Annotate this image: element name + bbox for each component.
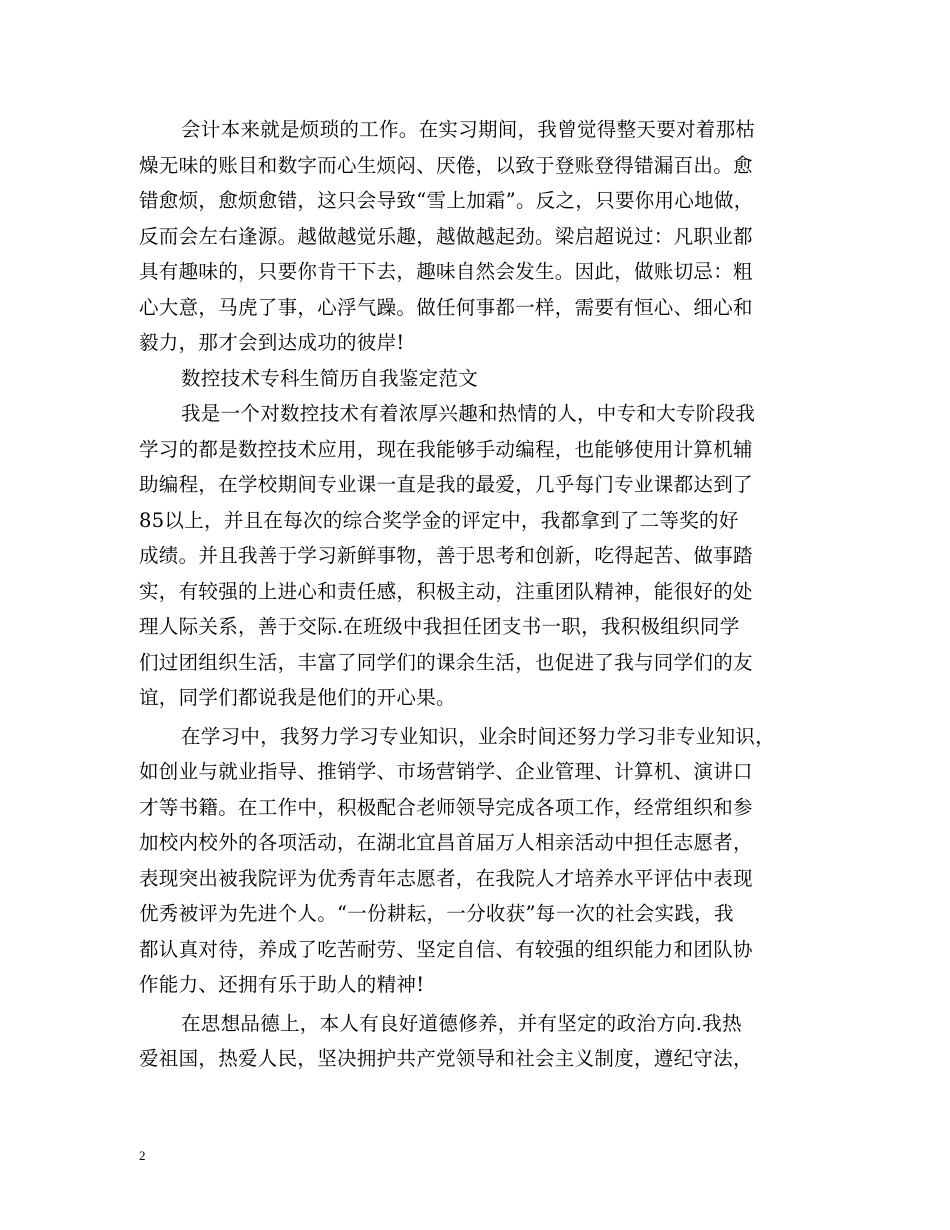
text-line: 85以上，并且在每次的综合奖学金的评定中，我都拿到了二等奖的好 (139, 508, 739, 532)
heading-text: 数控技术专科生简历自我鉴定范文 (181, 366, 479, 390)
document-body (139, 112, 829, 1077)
text-line: 燥无味的账目和数字而心生烦闷、厌倦，以致于登账登得错漏百出。愈 (139, 153, 753, 177)
paragraph-moral-character (139, 1006, 829, 1077)
text-line: 助编程，在学校期间专业课一直是我的最爱，几乎每门专业课都达到了 (139, 473, 753, 496)
text-line: 作能力、还拥有乐于助人的精神! (139, 973, 425, 996)
text-line: 在学习中，我努力学习专业知识，业余时间还努力学习非专业知识， (181, 724, 776, 748)
text-line: 会计本来就是烦琐的工作。在实习期间，我曾觉得整天要对着那枯 (181, 118, 756, 141)
text-line: 错愈烦，愈烦愈错，这只会导致“雪上加霜”。反之，只要你用心地做， (139, 189, 754, 212)
text-line: 在思想品德上，本人有良好道德修养，并有坚定的政治方向.我热 (181, 1011, 742, 1035)
text-line: 具有趣味的，只要你肯干下去，趣味自然会发生。因此，做账切忌：粗 (139, 260, 753, 283)
text-line: 加校内校外的各项活动，在湖北宜昌首届万人相亲活动中担任志愿者， (139, 831, 753, 854)
text-line: 学习的都是数控技术应用，现在我能够手动编程，也能够使用计算机辅 (139, 437, 753, 461)
text-line: 反而会左右逢源。越做越觉乐趣，越做越起劲。梁启超说过：凡职业都 (139, 224, 753, 248)
section-heading (139, 361, 829, 397)
text-line: 谊，同学们都说我是他们的开心果。 (139, 686, 456, 709)
text-line: 如创业与就业指导、推销学、市场营销学、企业管理、计算机、演讲口 (139, 760, 753, 783)
text-line: 表现突出被我院评为优秀青年志愿者，在我院人才培养水平评估中表现 (139, 866, 753, 890)
text-line: 实，有较强的上进心和责任感，积极主动，注重团队精神，能很好的处 (139, 579, 753, 603)
page-number: 2 (139, 1148, 146, 1163)
text-line: 都认真对待，养成了吃苦耐劳、坚定自信、有较强的组织能力和团队协 (139, 937, 753, 961)
text-line: 们过团组织生活，丰富了同学们的课余生活，也促进了我与同学们的友 (139, 650, 753, 674)
text-line: 才等书籍。在工作中，积极配合老师领导完成各项工作，经常组织和参 (139, 795, 753, 819)
text-line: 优秀被评为先进个人。“一份耕耘，一分收获”每一次的社会实践，我 (139, 902, 734, 925)
text-line: 理人际关系，善于交际.在班级中我担任团支书一职，我积极组织同学 (139, 615, 740, 638)
paragraph-accounting-internship (139, 112, 829, 361)
text-line: 毅力，那才会到达成功的彼岸! (139, 331, 405, 354)
text-line: 我是一个对数控技术有着浓厚兴趣和热情的人，中专和大专阶段我 (181, 402, 756, 425)
text-line: 心大意，马虎了事，心浮气躁。做任何事都一样，需要有恒心、细心和 (139, 295, 753, 319)
paragraph-study-work (139, 719, 829, 1003)
text-line: 爱祖国，热爱人民，坚决拥护共产党领导和社会主义制度，遵纪守法， (139, 1047, 753, 1070)
paragraph-cnc-interest (139, 396, 829, 716)
text-line: 成绩。并且我善于学习新鲜事物，善于思考和创新，吃得起苦、做事踏 (139, 544, 753, 567)
